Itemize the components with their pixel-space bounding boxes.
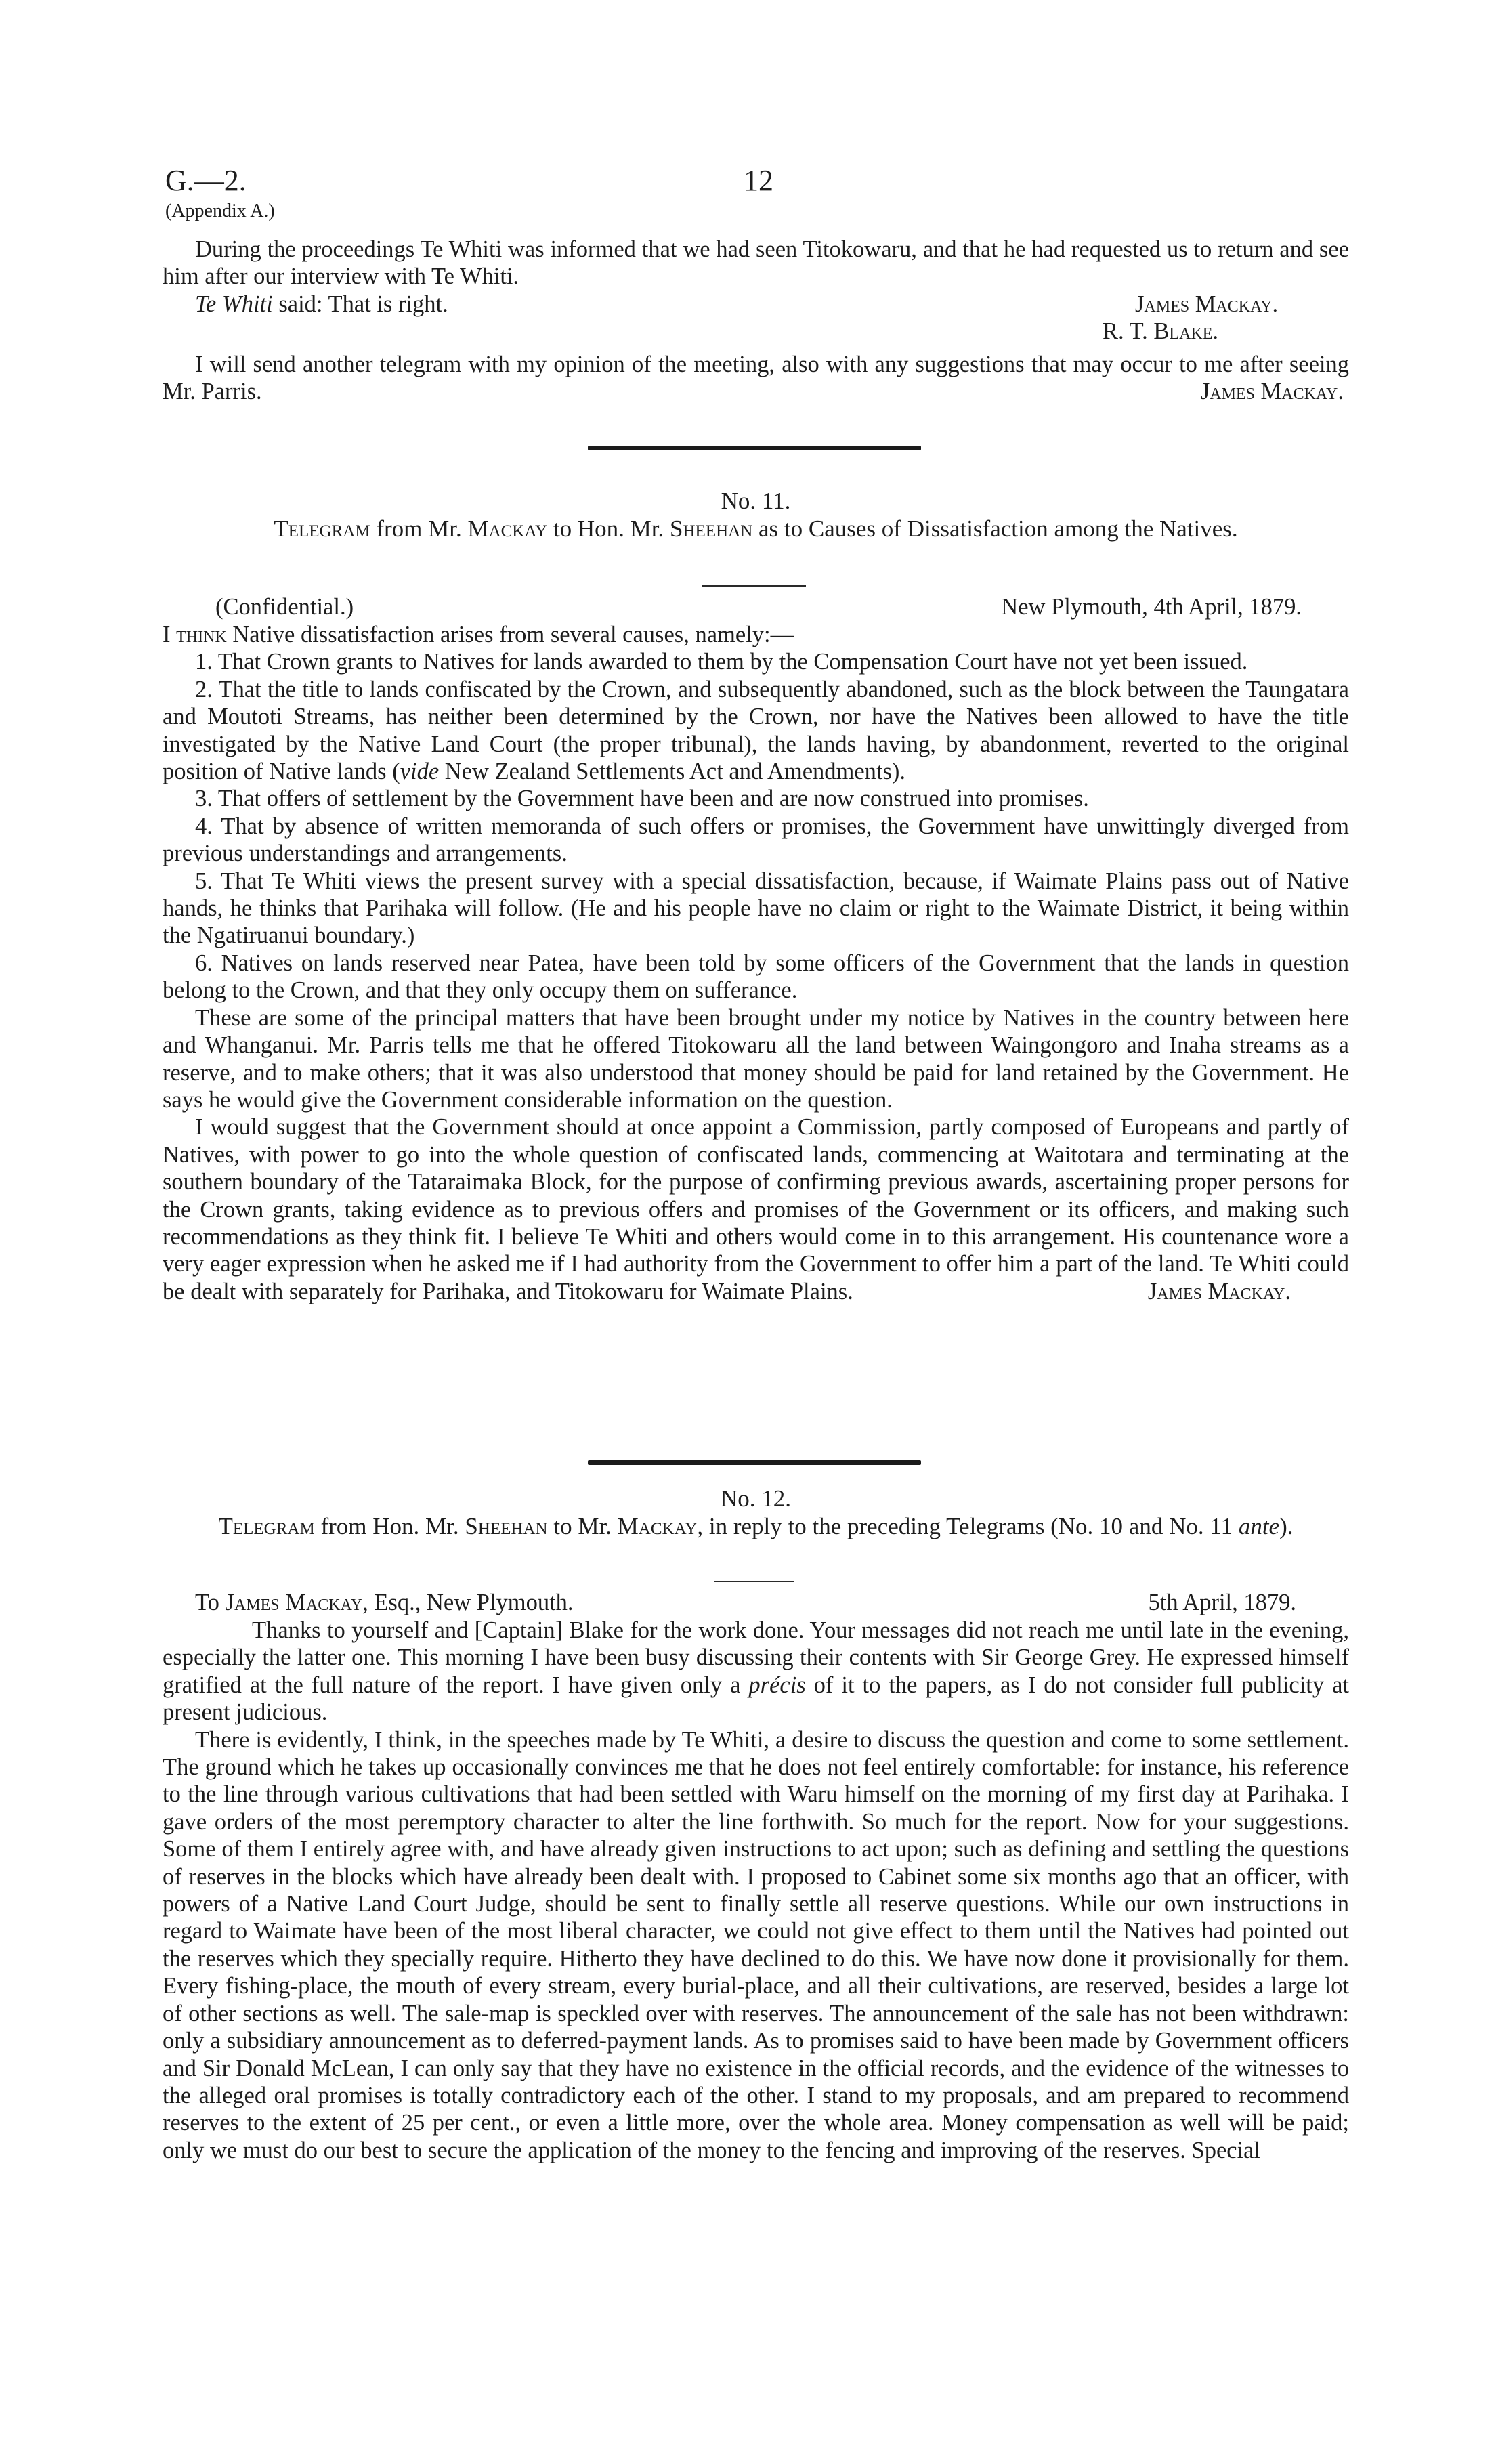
no12-title-sheehan: Sheehan (465, 1513, 548, 1539)
no11-item-3: 3. That offers of settlement by the Government have been and are now construed into promises. (195, 786, 1089, 812)
no11-signature: James Mackay. (1147, 1278, 1291, 1304)
no11-place-date: New Plymouth, 4th April, 1879. (1001, 594, 1302, 620)
no12-to-name: James Mackay (225, 1590, 363, 1615)
no11-lead (163, 621, 1349, 648)
no11-item-4: 4. That by absence of written memoranda of such offers or promises, the Government have unwittingly diverged from previous understandings and arrangements. (163, 813, 1349, 867)
no11-body (163, 621, 1349, 1305)
no12-title-from: from Hon. Mr. (314, 1513, 465, 1539)
no12-number: No. 12. (720, 1485, 792, 1512)
no11-confidential: (Confidential.) (215, 594, 354, 620)
no12-paragraph-1-a: Thanks to yourself and [Captain] Blake for the work done. Your messages did not reach me until late in the evening, especially the latter one. This morning I have been busy discussing their contents with Sir George Grey. He expressed himself gratified at the full nature of the report. I have given only a (163, 1617, 1349, 1698)
no11-item-2-tail: New Zealand Settlements Act and Amendments). (439, 759, 906, 785)
no12-title-telegram: Telegram (218, 1513, 315, 1539)
signature-blake-line (163, 318, 1349, 345)
page-number: 12 (744, 164, 773, 197)
no12-paragraph-2: There is evidently, I think, in the speeches made by Te Whiti, a desire to discuss the question and come to some settlement. The ground which he takes up occasionally convinces me that he does not feel entirely comfortable: for instance, his reference to the line through various cultivations that had been settled with Waru himself on the morning of my first day at Parihaka. I gave orders of the most peremptory character to alter the line forthwith. So much for the report. Now for your suggestions. Some of them I entirely agree with, and have already given instructions to act upon; such as defining and settling the questions of reserves in the blocks which have already been dealt with. I proposed to Cabinet some six months ago that an officer, with powers of a Native Land Court Judge, should be sent to finally settle all reserve questions. While our own instructions in regard to Waimate have been of the most liberal character, we could not give effect to them until the Natives had pointed out the reserves which they specially require. Hitherto they have declined to do this. We have now done it provisionally for them. Every fishing-place, the mouth of every stream, every burial-place, and all their cultivations, are reserved, besides a large lot of other sections as well. The sale-map is speckled over with reserves. The announcement of the sale has not been withdrawn: only a subsidiary announcement as to deferred-payment lands. As to promises said to have been made by Government officers and Sir Donald McLean, I can only say that they have no existence in the official records, and the evidence of the witnesses to the alleged oral promises is totally contradictory each of the other. I stand to my proposals, and am prepared to recommend reserves to the extent of 25 per cent., or even a little more, over the whole area. Money compensation as well will be paid; only we must do our best to secure the application of the money to the fencing and improving of the reserves. Special (163, 1726, 1349, 2163)
signature-mackay-2: James Mackay. (1200, 379, 1344, 405)
no12-to-b: , Esq., New Plymouth. (362, 1590, 574, 1615)
no11-title-mackay: Mackay (467, 515, 548, 542)
no12-paragraph-1 (163, 1617, 1349, 1726)
no11-item-2-vide: vide (400, 759, 440, 785)
no11-item-2-text: 2. That the title to lands confiscated by the Crown, and subsequently abandoned, such as the block between the Taungatara and Moutoti Streams, has neither been determined by the Crown, nor have the Natives been allowed to have the title investigated by the Native Land Court (the proper tribunal), the lands having, by abandonment, reverted to the original position of Native lands ( (163, 676, 1349, 785)
top-paragraph-1: During the proceedings Te Whiti was informed that we had seen Titokowaru, and that he had requested us to return and see him after our interview with Te Whiti. (163, 236, 1349, 290)
no11-title (163, 515, 1349, 543)
no12-title-subject: , in reply to the preceding Telegrams (No. 10 and No. 11 (697, 1513, 1239, 1539)
no12-address (163, 1589, 1349, 1616)
signature-mackay-1: James Mackay. (1135, 291, 1279, 317)
no11-number: No. 11. (721, 488, 791, 514)
no12-address-row (163, 1589, 1349, 1616)
no11-item-1: 1. That Crown grants to Natives for lands awarded to them by the Compensation Court have not yet been issued. (195, 649, 1248, 675)
no11-paragraph-suggest: I would suggest that the Government should at once appoint a Commission, partly composed of Europeans and partly of Natives, with power to go into the whole question of confiscated lands, commencing at Waitotara and terminating at the southern boundary of the Tataraimaka Block, for the purpose of confirming previous awards, ascertaining proper persons for the Crown grants, taking evidence as to previous offers and promises of the Government or its officers, and making such recommendations as they think fit. I believe Te Whiti and others would come in to this arrangement. His countenance wore a very eager expression when he asked me if I had authority from the Government to offer him a part of the land. Te Whiti could be dealt with separately for Parihaka, and Titokowaru for Waimate Plains. (163, 1114, 1349, 1304)
top-section (163, 236, 1349, 405)
signature-blake: R. T. Blake. (1103, 318, 1219, 345)
no11-item-6: 6. Natives on lands reserved near Patea, have been told by some officers of the Government that the lands in question belong to the Crown, and that they only occupy them on sufferance. (163, 950, 1349, 1004)
appendix-label: (Appendix A.) (165, 200, 275, 221)
no11-title-to: to Hon. Mr. (547, 515, 670, 542)
no11-title-subject: as to Causes of Dissatisfaction among the Natives. (752, 515, 1238, 542)
no11-lead-think: I think (163, 622, 227, 647)
no11-lead-rest: Native dissatisfaction arises from several causes, namely:— (226, 622, 794, 647)
no12-title-ante: ante (1238, 1513, 1280, 1539)
section-divider-2 (588, 1460, 921, 1465)
no11-paragraph-these: These are some of the principal matters that have been brought under my notice by Natives in the country between here and Whanganui. Mr. Parris tells me that he offered Titokowaru all the land between Waingongoro and Inaha streams as a reserve, and to make others; that it was also understood that money should be paid for land retained by the Government. He says he would give the Government considerable information on the question. (163, 1004, 1349, 1113)
no11-item-2 (163, 676, 1349, 786)
top-paragraph-2: I will send another telegram with my opinion of the meeting, also with any suggestions that may occur to me after seeing Mr. Parris. (163, 351, 1349, 405)
no11-title-from: from Mr. (370, 515, 468, 542)
speaker-line (163, 291, 1349, 318)
section-divider-1 (588, 446, 921, 450)
no11-title-telegram: Telegram (274, 515, 370, 542)
no11-title-rule (702, 585, 806, 587)
no12-title-to: to Mr. (547, 1513, 618, 1539)
no12-title-mackay: Mackay (617, 1513, 698, 1539)
no11-meta (163, 593, 1349, 620)
no12-to-line (195, 1589, 574, 1616)
no12-paragraph-1-b: of it to the papers, as I do not consider full publicity at present judicious. (163, 1672, 1349, 1726)
no12-title (163, 1512, 1349, 1540)
no11-meta-row (163, 593, 1349, 620)
no12-to-a: To (195, 1590, 226, 1615)
speaker-name: Te Whiti (195, 291, 273, 317)
doc-code: G.—2. (165, 164, 247, 197)
no11-title-sheehan: Sheehan (670, 515, 753, 542)
no12-title-rule (714, 1581, 794, 1582)
no12-body (163, 1617, 1349, 2164)
no12-precis: précis (748, 1672, 806, 1698)
no11-item-5: 5. That Te Whiti views the present survey with a special dissatisfaction, because, if Waimate Plains pass out of Native hands, he thinks that Parihaka will follow. (He and his people have no claim or right to the Waimate District, it being within the Ngatiruanui boundary.) (163, 868, 1349, 949)
no12-date: 5th April, 1879. (1148, 1590, 1296, 1615)
speaker-said: said: That is right. (272, 291, 448, 317)
no12-title-close: ). (1279, 1513, 1294, 1539)
